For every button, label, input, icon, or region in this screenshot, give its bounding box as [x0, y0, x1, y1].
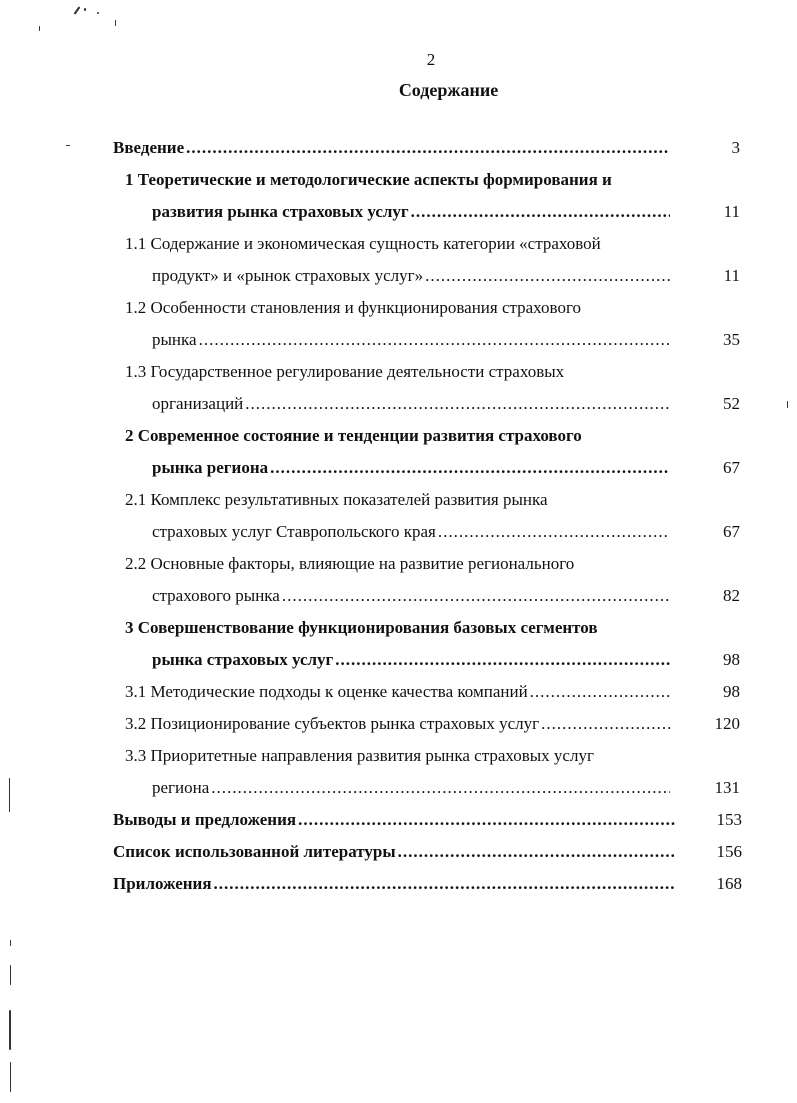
- toc-entry-section-1-1: [125, 228, 685, 254]
- toc-leader-dots: [425, 266, 670, 286]
- page-title: Содержание: [398, 80, 499, 100]
- toc-leader-dots: [298, 810, 676, 830]
- toc-entry-text: развития рынка страховых услуг: [152, 202, 409, 221]
- toc-entry-section-2-2: [125, 548, 685, 574]
- toc-entry-chapter-1: [125, 164, 685, 190]
- toc-entry-section-1-3-cont: [152, 388, 670, 414]
- toc-leader-dots: [199, 330, 670, 350]
- toc-entry-chapter-2: [125, 420, 685, 446]
- toc-entry-text: Введение: [113, 138, 185, 157]
- toc-leader-dots: [214, 874, 676, 894]
- toc-leader-dots: [438, 522, 670, 542]
- toc-entry-text: Приложения: [113, 874, 212, 893]
- toc-entry-intro: [113, 132, 670, 158]
- toc-leader-dots: [186, 138, 670, 158]
- toc-entry-chapter-3-cont: [152, 644, 670, 670]
- toc-entry-page: 98: [723, 682, 740, 701]
- toc-entry-page: 131: [714, 778, 740, 797]
- toc-entry-page: 156: [716, 842, 742, 861]
- toc-entry-section-1-2-cont: [152, 324, 670, 350]
- toc-entry-text: 1 Теоретические и методологические аспекты формирования и: [125, 170, 612, 189]
- toc-entry-text: рынка региона: [152, 458, 269, 477]
- toc-entry-page: 11: [723, 202, 740, 221]
- toc-entry-page: 52: [723, 394, 740, 413]
- toc-entry-page: 153: [716, 810, 742, 829]
- toc-entry-section-2-1-cont: [152, 516, 670, 542]
- toc-entry-text: 1.1 Содержание и экономическая сущность категории «страховой: [125, 234, 601, 253]
- toc-entry-text: 3.2 Позиционирование субъектов рынка страховых услуг: [125, 714, 540, 733]
- toc-leader-dots: [411, 202, 670, 222]
- toc-leader-dots: [335, 650, 670, 670]
- toc-entry-section-1-2: [125, 292, 685, 318]
- toc-entry-page: 98: [723, 650, 740, 669]
- toc-entry-text: страховых услуг Ставропольского края: [152, 522, 436, 541]
- toc-entry-chapter-1-cont: [152, 196, 670, 222]
- toc-entry-text: рынка: [152, 330, 197, 349]
- toc-entry-text: 3.1 Методические подходы к оценке качества компаний: [125, 682, 528, 701]
- toc-entry-chapter-3: [125, 612, 685, 638]
- toc-leader-dots: [245, 394, 670, 414]
- toc-entry-appendices: [113, 868, 676, 894]
- toc-entry-text: 2 Современное состояние и тенденции развития страхового: [125, 426, 582, 445]
- toc-entry-text: страхового рынка: [152, 586, 280, 605]
- toc-entry-page: 3: [731, 138, 740, 157]
- toc-entry-text: 3 Совершенствование функционирования базовых сегментов: [125, 618, 598, 637]
- toc-entry-text: Список использованной литературы: [113, 842, 396, 861]
- toc-entry-section-3-2: [125, 708, 670, 734]
- toc-entry-text: 1.2 Особенности становления и функционирования страхового: [125, 298, 581, 317]
- toc-entry-chapter-2-cont: [152, 452, 670, 478]
- toc-leader-dots: [270, 458, 670, 478]
- toc-entry-section-1-1-cont: [152, 260, 670, 286]
- toc-entry-page: 11: [723, 266, 740, 285]
- page-number: 2: [426, 50, 436, 69]
- toc-leader-dots: [282, 586, 670, 606]
- toc-entry-text: 3.3 Приоритетные направления развития рынка страховых услуг: [125, 746, 594, 765]
- toc-entry-text: 2.1 Комплекс результативных показателей развития рынка: [125, 490, 548, 509]
- toc-entry-section-2-1: [125, 484, 685, 510]
- toc-entry-text: продукт» и «рынок страховых услуг»: [152, 266, 424, 285]
- toc-entry-page: 67: [723, 522, 740, 541]
- toc-entry-text: 1.3 Государственное регулирование деятельности страховых: [125, 362, 565, 381]
- toc-entry-page: 82: [723, 586, 740, 605]
- toc-entry-conclusions: [113, 804, 676, 830]
- toc-leader-dots: [541, 714, 670, 734]
- toc-entry-page: 35: [723, 330, 740, 349]
- toc-entry-text: региона: [152, 778, 210, 797]
- toc-entry-section-2-2-cont: [152, 580, 670, 606]
- toc-entry-section-3-1: [125, 676, 670, 702]
- toc-entry-text: 2.2 Основные факторы, влияющие на развитие регионального: [125, 554, 575, 573]
- toc-leader-dots: [398, 842, 676, 862]
- toc-entry-section-1-3: [125, 356, 685, 382]
- toc-leader-dots: [211, 778, 670, 798]
- toc-entry-page: 168: [716, 874, 742, 893]
- toc-entry-text: организаций: [152, 394, 244, 413]
- toc-entry-section-3-3: [125, 740, 685, 766]
- toc-entry-text: рынка страховых услуг: [152, 650, 334, 669]
- toc-entry-text: Выводы и предложения: [113, 810, 297, 829]
- toc-entry-bibliography: [113, 836, 676, 862]
- toc-leader-dots: [530, 682, 670, 702]
- toc-entry-section-3-3-cont: [152, 772, 670, 798]
- toc-entry-page: 67: [723, 458, 740, 477]
- toc-entry-page: 120: [714, 714, 740, 733]
